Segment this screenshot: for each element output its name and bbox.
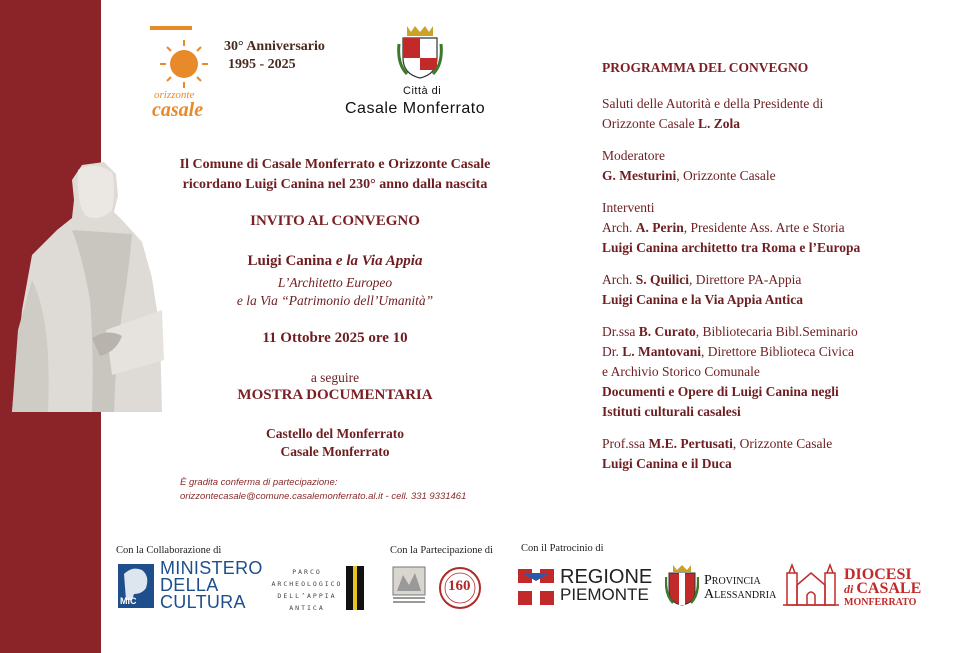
provincia-alessandria-text bbox=[704, 574, 776, 602]
speaker-3b-role: , Direttore Biblioteca Civica bbox=[701, 344, 854, 359]
city-name: Casale Monferrato bbox=[345, 100, 486, 117]
appia-line1: PARCO bbox=[292, 568, 322, 576]
intro-text bbox=[130, 155, 540, 195]
programme bbox=[602, 60, 942, 486]
speaker-2-role: , Direttore PA-Appia bbox=[689, 272, 802, 287]
moderator-name: G. Mesturini bbox=[602, 168, 677, 183]
speaker-3b-role-line2: e Archivio Storico Comunale bbox=[602, 364, 760, 379]
rsvp-contact[interactable]: orizzontecasale@comune.casalemonferrato.al.it - cell. 331 9331461 bbox=[180, 491, 467, 502]
diocesi-line1: DIOCESI bbox=[844, 566, 912, 583]
rsvp-label: È gradita conferma di partecipazione: bbox=[180, 477, 338, 488]
piemonte-cross-icon bbox=[518, 569, 554, 605]
appia-line2: ARCHEOLOGICO bbox=[271, 580, 343, 588]
speaker-3b-title: Dr. bbox=[602, 344, 623, 359]
speaker-3a-title: Dr.ssa bbox=[602, 324, 639, 339]
greetings-section bbox=[602, 94, 942, 134]
speaker-3-talk-line1: Documenti e Opere di Luigi Canina negli bbox=[602, 384, 839, 399]
greetings-name: L. Zola bbox=[697, 116, 740, 131]
speaker-2-talk: Luigi Canina e la Via Appia Antica bbox=[602, 292, 804, 307]
svg-text:orizzonte: orizzonte bbox=[154, 89, 195, 101]
speaker-4-talk: Luigi Canina e il Duca bbox=[602, 456, 732, 471]
appia-road-stripe bbox=[353, 566, 357, 610]
event-subtitle bbox=[130, 274, 540, 310]
speaker-1-section bbox=[602, 198, 942, 258]
anniversary-years: 1995 - 2025 bbox=[228, 57, 296, 72]
diocesi-di: di bbox=[844, 582, 857, 596]
mic-line3: CULTURA bbox=[160, 592, 246, 612]
diocesi-church-icon bbox=[783, 563, 839, 607]
diocesi-text bbox=[844, 568, 921, 610]
speaker-3a-role: , Bibliotecaria Bibl.Seminario bbox=[695, 324, 858, 339]
rsvp-info bbox=[180, 476, 466, 504]
speaker-1-talk: Luigi Canina architetto tra Roma e l’Europa bbox=[602, 240, 861, 255]
event-subject bbox=[130, 253, 540, 270]
subtitle-line1: L’Architetto Europeo bbox=[277, 275, 393, 290]
svg-text:casale: casale bbox=[152, 99, 204, 121]
speaker-3a-name: B. Curato bbox=[638, 324, 696, 339]
provincia-line2: Alessandria bbox=[704, 587, 777, 602]
anniversary-text bbox=[224, 38, 325, 74]
speaker-4-section bbox=[602, 434, 942, 474]
parco-appia-text bbox=[266, 566, 348, 614]
appia-line4: ANTICA bbox=[289, 604, 325, 612]
venue bbox=[130, 425, 540, 461]
provincia-line1: Provincia bbox=[704, 573, 761, 588]
speaker-2-section bbox=[602, 270, 942, 310]
invitation-heading: INVITO AL CONVEGNO bbox=[250, 213, 420, 229]
subject-rest: e la Via Appia bbox=[335, 253, 423, 269]
moderator-label: Moderatore bbox=[602, 148, 665, 163]
programme-title: PROGRAMMA DEL CONVEGNO bbox=[602, 60, 809, 75]
speaker-2-name: S. Quilici bbox=[635, 272, 690, 287]
participation-label: Con la Partecipazione di bbox=[390, 545, 493, 556]
speaker-1-role: , Presidente Ass. Arte e Storia bbox=[683, 220, 845, 235]
provincia-crest-icon bbox=[665, 563, 699, 607]
greetings-line1: Saluti delle Autorità e della Presidente di bbox=[602, 96, 824, 111]
association-emblem-icon bbox=[391, 565, 427, 605]
mic-badge: MiC bbox=[120, 596, 137, 606]
citta-label: Città di bbox=[403, 85, 442, 97]
anniversary-160-text: 160 bbox=[448, 578, 471, 594]
speaker-3-section bbox=[602, 322, 942, 422]
mic-line2: DELLA bbox=[160, 575, 219, 595]
anniversary-line1: 30° Anniversario bbox=[224, 39, 325, 54]
speaker-3b-name: L. Mantovani bbox=[622, 344, 702, 359]
mic-line1: MINISTERO bbox=[160, 558, 263, 578]
speaker-4-role: , Orizzonte Casale bbox=[732, 436, 833, 451]
regione-piemonte-text bbox=[560, 568, 652, 604]
subject-name: Luigi Canina bbox=[247, 253, 336, 269]
speaker-1-name: A. Perin bbox=[635, 220, 684, 235]
speakers-label: Interventi bbox=[602, 200, 655, 215]
regione-line2: PIEMONTE bbox=[560, 585, 649, 604]
venue-line1: Castello del Monferrato bbox=[266, 426, 404, 441]
following-label: a seguire bbox=[310, 370, 360, 385]
diocesi-line3: MONFERRATO bbox=[844, 597, 917, 608]
event-date: 11 Ottobre 2025 ore 10 bbox=[262, 330, 408, 346]
moderator-org: , Orizzonte Casale bbox=[676, 168, 776, 183]
exhibition-title: MOSTRA DOCUMENTARIA bbox=[237, 387, 433, 403]
subtitle-line2: e la Via “Patrimonio dell’Umanità” bbox=[236, 293, 434, 308]
casale-crest-icon bbox=[397, 24, 443, 80]
greetings-pre: Orizzonte Casale bbox=[602, 116, 698, 131]
speaker-2-title: Arch. bbox=[602, 272, 636, 287]
speaker-4-title: Prof.ssa bbox=[602, 436, 649, 451]
diocesi-casale: CASALE bbox=[856, 580, 922, 597]
speaker-4-name: M.E. Pertusati bbox=[648, 436, 733, 451]
regione-line1: REGIONE bbox=[560, 566, 653, 588]
intro-line1: Il Comune di Casale Monferrato e Orizzonte Casale bbox=[179, 157, 491, 172]
orizzonte-casale-logo bbox=[150, 26, 222, 122]
moderator-section bbox=[602, 146, 942, 186]
venue-line2: Casale Monferrato bbox=[280, 444, 390, 459]
speaker-1-title: Arch. bbox=[602, 220, 636, 235]
speaker-3-talk-line2: Istituti culturali casalesi bbox=[602, 404, 741, 419]
appia-line3: DELL’APPIA bbox=[277, 592, 337, 600]
intro-line2: ricordano Luigi Canina nel 230° anno dalla nascita bbox=[182, 177, 488, 192]
collaboration-label: Con la Collaborazione di bbox=[116, 545, 222, 556]
patronage-label: Con il Patrocinio di bbox=[521, 543, 604, 554]
ministero-cultura-text bbox=[160, 560, 263, 611]
